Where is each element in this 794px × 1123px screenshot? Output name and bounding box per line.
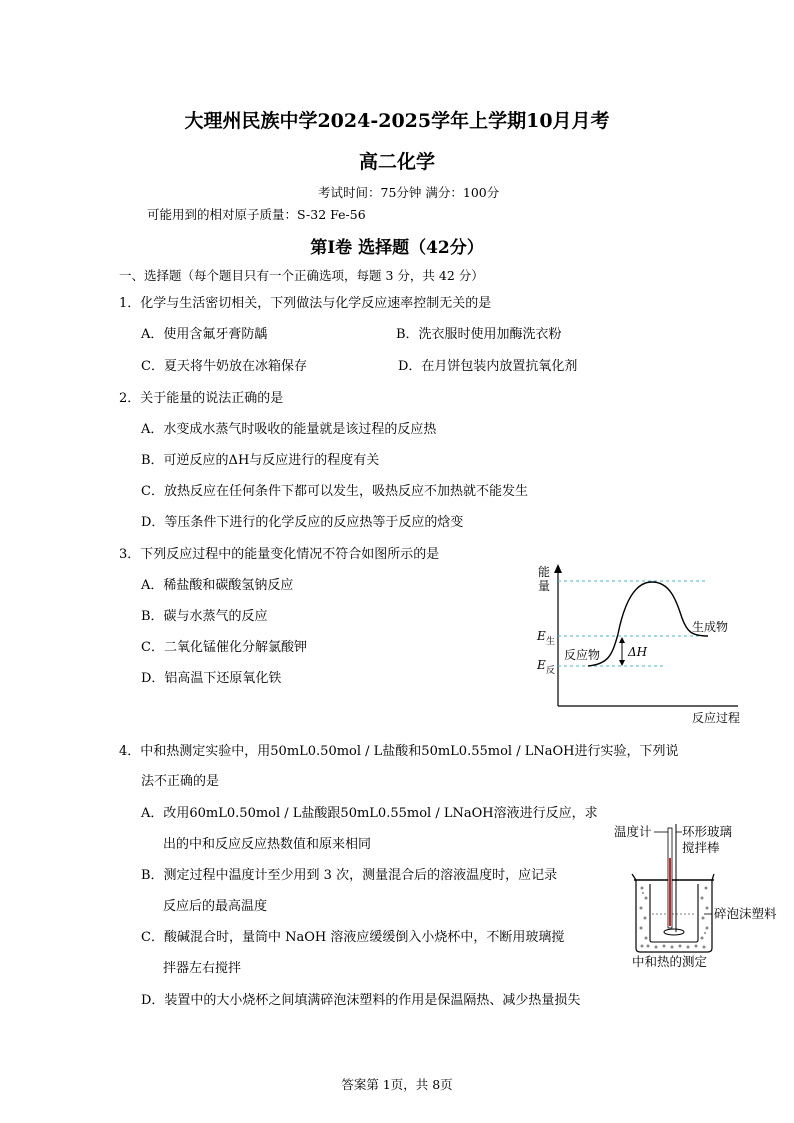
option-c-continued: 拌器左右搅拌 xyxy=(163,961,242,976)
option-a: A．改用60mL0.50mol / L盐酸跟50mL0.55mol / LNaOH溶液进行反应，求 xyxy=(141,806,598,821)
option-b-continued: 反应后的最高温度 xyxy=(163,899,268,914)
exam-info: 考试时间：75分钟 满分：100分 xyxy=(318,185,500,200)
option-d: D．在月饼包装内放置抗氧化剂 xyxy=(398,359,578,374)
stirrer-label-1: 环形玻璃 xyxy=(682,824,733,839)
delta-h-arrowhead-down xyxy=(619,660,625,666)
option-d: D．装置中的大小烧杯之间填满碎泡沫塑料的作用是保温隔热、减少热量损失 xyxy=(141,993,581,1008)
inner-beaker xyxy=(650,884,698,942)
option-a: A．使用含氟牙膏防龋 xyxy=(141,327,268,342)
delta-h-arrowhead-up xyxy=(619,637,625,643)
page-footer: 答案第 1页，共 8页 xyxy=(341,1077,453,1092)
option-c: C．二氧化锰催化分解氯酸钾 xyxy=(141,640,307,655)
thermometer-mercury xyxy=(669,858,671,926)
e-product-label: E xyxy=(537,629,546,643)
atomic-mass-info: 可能用到的相对原子质量：S-32 Fe-56 xyxy=(147,207,366,222)
option-a: A．水变成水蒸气时吸收的能量就是该过程的反应热 xyxy=(141,422,437,437)
stirrer-ring xyxy=(664,929,684,935)
option-c: C．放热反应在任何条件下都可以发生，吸热反应不加热就不能发生 xyxy=(141,484,528,499)
option-b: B．可逆反应的ΔH与反应进行的程度有关 xyxy=(141,453,380,468)
option-c: C．酸碱混合时，量筒中 NaOH 溶液应缓缓倒入小烧杯中，不断用玻璃搅 xyxy=(141,930,565,945)
y-label-2: 量 xyxy=(538,579,551,593)
option-b: B．洗衣服时使用加酶洗衣粉 xyxy=(396,327,562,342)
y-axis-arrow xyxy=(554,564,562,573)
exam-title: 大理州民族中学2024-2025学年上学期10月月考 xyxy=(184,110,610,132)
option-d: D．等压条件下进行的化学反应的反应热等于反应的焓变 xyxy=(141,515,464,530)
e-reactant-label: E xyxy=(537,658,546,672)
stirrer-label-2: 搅拌棒 xyxy=(682,840,720,855)
foam-label: 碎泡沫塑料 xyxy=(714,906,777,921)
outer-beaker xyxy=(632,874,714,952)
reactant-label: 反应物 xyxy=(564,648,601,662)
option-d: D．铝高温下还原氧化铁 xyxy=(141,671,282,686)
x-label: 反应过程 xyxy=(692,711,741,725)
option-c: C．夏天将牛奶放在冰箱保存 xyxy=(141,359,307,374)
section-title: 第Ⅰ卷 选择题（42分） xyxy=(310,238,484,258)
subject-title: 高二化学 xyxy=(358,151,435,173)
energy-diagram xyxy=(530,560,750,726)
thermometer-label: 温度计 xyxy=(614,824,652,839)
option-a: A．稀盐酸和碳酸氢钠反应 xyxy=(141,578,294,593)
calorimeter-diagram xyxy=(610,818,785,970)
option-b: B．测定过程中温度计至少用到 3 次，测量混合后的溶液温度时，应记录 xyxy=(141,868,558,883)
y-label-1: 能 xyxy=(538,565,551,579)
question-stem: 4．中和热测定实验中，用50mL0.50mol / L盐酸和50mL0.55mol / LNaOH进行实验，下列说 xyxy=(119,744,679,759)
question-stem-continued: 法不正确的是 xyxy=(141,774,220,789)
e-reactant-sub: 反 xyxy=(546,666,556,676)
question-stem: 3．下列反应过程中的能量变化情况不符合如图所示的是 xyxy=(119,547,440,562)
question-stem: 2．关于能量的说法正确的是 xyxy=(119,391,284,406)
question-stem: 1．化学与生活密切相关，下列做法与化学反应速率控制无关的是 xyxy=(119,296,492,311)
section-instructions: 一、选择题（每个题目只有一个正确选项，每题 3 分，共 42 分） xyxy=(119,268,484,283)
delta-h-label: ΔH xyxy=(628,645,648,659)
e-product-sub: 生 xyxy=(546,637,556,647)
option-b: B．碳与水蒸气的反应 xyxy=(141,609,268,624)
option-a-continued: 出的中和反应反应热数值和原来相同 xyxy=(163,837,372,852)
product-label: 生成物 xyxy=(692,620,729,634)
energy-curve xyxy=(588,582,708,666)
diagram-caption: 中和热的测定 xyxy=(632,954,708,969)
